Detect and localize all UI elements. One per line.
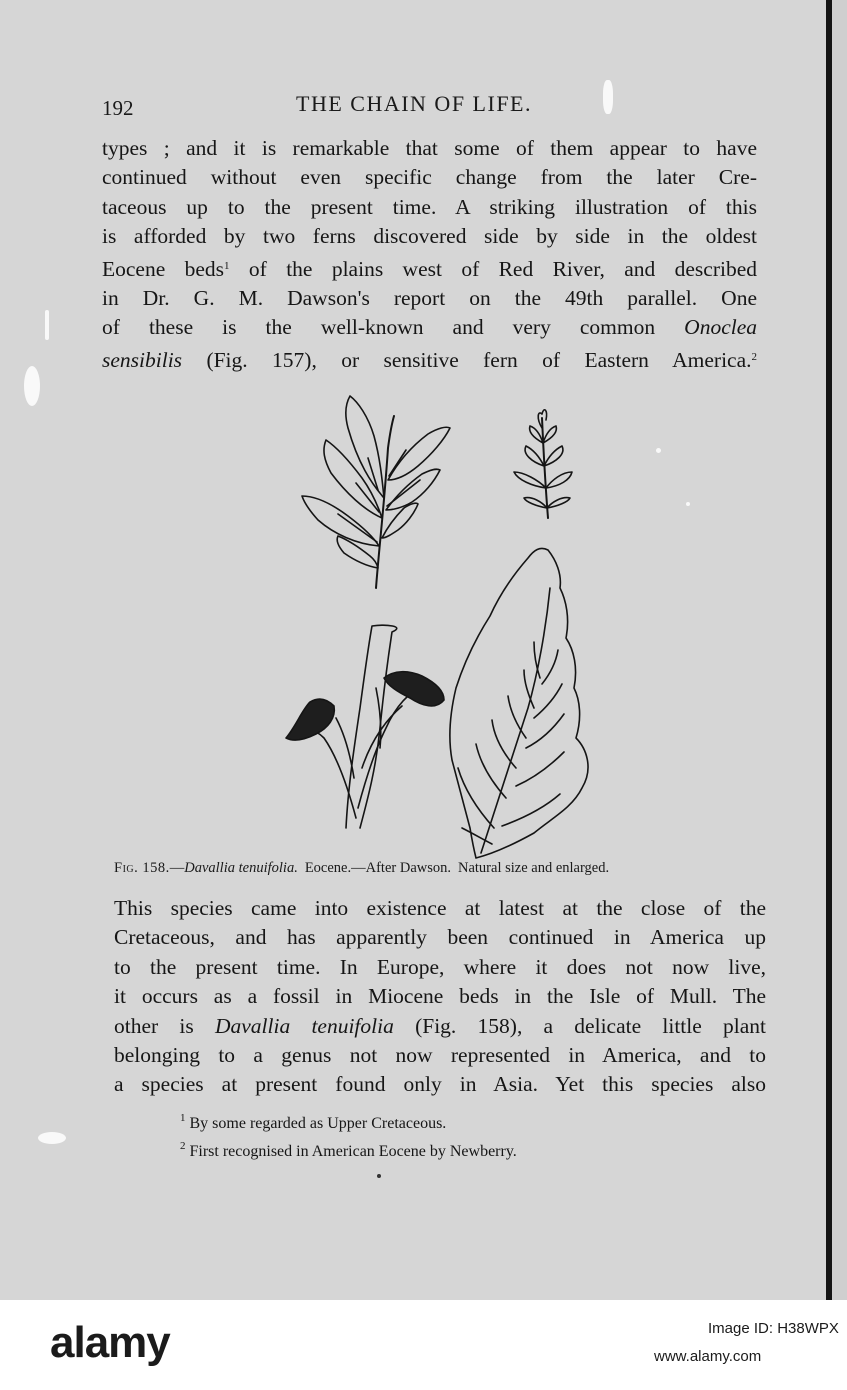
watermark-url: www.alamy.com xyxy=(654,1348,762,1365)
footnote-mark: 1 xyxy=(180,1112,186,1124)
text-line xyxy=(114,1012,766,1041)
print-mark xyxy=(377,1174,381,1178)
text-line xyxy=(102,313,757,342)
figure-credit: After Dawson. xyxy=(365,860,451,876)
text-line: a species at present found only in Asia. Yet this species also xyxy=(114,1072,766,1097)
footnotes xyxy=(180,1107,517,1163)
running-title: THE CHAIN OF LIFE. xyxy=(296,91,532,116)
fern-illustration xyxy=(276,388,616,863)
text-segment: other is xyxy=(114,1013,194,1038)
footnote-mark: 2 xyxy=(180,1140,186,1152)
footnote-1 xyxy=(180,1107,517,1135)
species-name: sensibilis xyxy=(102,347,183,372)
scan-speck xyxy=(603,80,613,114)
figure-species: Davallia tenuifolia. xyxy=(184,860,298,876)
text-line: This species came into existence at latest at the close of the xyxy=(114,896,766,920)
text-line: types ; and it is remarkable that some of them appear to have xyxy=(102,136,757,160)
text-line: belonging to a genus not now represented in America, and to xyxy=(114,1043,766,1068)
text-segment: Eocene beds xyxy=(102,256,225,281)
figure-caption: Fig. 158.—Davallia tenuifolia. Eocene.—After Dawson. Natural size and enlarged. xyxy=(114,860,610,876)
footnote-2 xyxy=(180,1135,517,1163)
footnote-text: First recognised in American Eocene by Newberry. xyxy=(189,1143,517,1160)
text-line: taceous up to the present time. A striking illustration of this xyxy=(102,194,757,219)
paragraph-1 xyxy=(102,134,757,375)
watermark-image-id: Image ID: H38WPX xyxy=(708,1320,839,1337)
text-segment: (Fig. 158), a delicate little plant xyxy=(415,1013,766,1038)
text-line: to the present time. In Europe, where it does not now live, xyxy=(114,954,766,979)
text-segment: of these is the well-known and very common xyxy=(102,315,656,340)
scan-speck xyxy=(38,1132,66,1144)
text-line xyxy=(102,343,757,375)
pinnule-enlarged-sterile xyxy=(450,548,588,858)
text-line: is afforded by two ferns discovered side by side in the oldest xyxy=(102,224,757,249)
frond-sprig-natural-size xyxy=(302,396,450,588)
scan-speck xyxy=(686,502,690,506)
footnote-ref-2: 2 xyxy=(751,350,757,363)
figure-scale: Natural size and enlarged. xyxy=(458,860,610,876)
scan-speck xyxy=(656,448,661,453)
text-line xyxy=(102,252,757,284)
figure-label: Fig. 158. xyxy=(114,860,170,876)
paragraph-2 xyxy=(114,894,766,1100)
page-number: 192 xyxy=(102,96,134,120)
page-margin-strip xyxy=(832,0,847,1300)
text-line: continued without even specific change from the later Cre- xyxy=(102,165,757,190)
text-segment: (Fig. 157), or sensitive fern of Eastern America. xyxy=(206,347,752,372)
scan-speck xyxy=(24,366,40,406)
scan-speck xyxy=(45,310,49,340)
text-line: in Dr. G. M. Dawson's report on the 49th parallel. One xyxy=(102,286,757,311)
text-segment: of the plains west of Red River, and described xyxy=(248,256,758,281)
text-line: Cretaceous, and has apparently been continued in America up xyxy=(114,925,766,950)
watermark-logo: alamy xyxy=(50,1318,170,1367)
pinnule-enlarged-fertile xyxy=(286,625,444,828)
species-name: Onoclea xyxy=(684,315,758,340)
footnote-text: By some regarded as Upper Cretaceous. xyxy=(189,1115,447,1132)
species-name: Davallia tenuifolia xyxy=(214,1013,394,1038)
text-line: it occurs as a fossil in Miocene beds in the Isle of Mull. The xyxy=(114,984,766,1009)
footnote-ref-1: 1 xyxy=(224,259,230,272)
figure-epoch: Eocene. xyxy=(304,860,352,876)
frond-sprig-small xyxy=(514,410,572,518)
